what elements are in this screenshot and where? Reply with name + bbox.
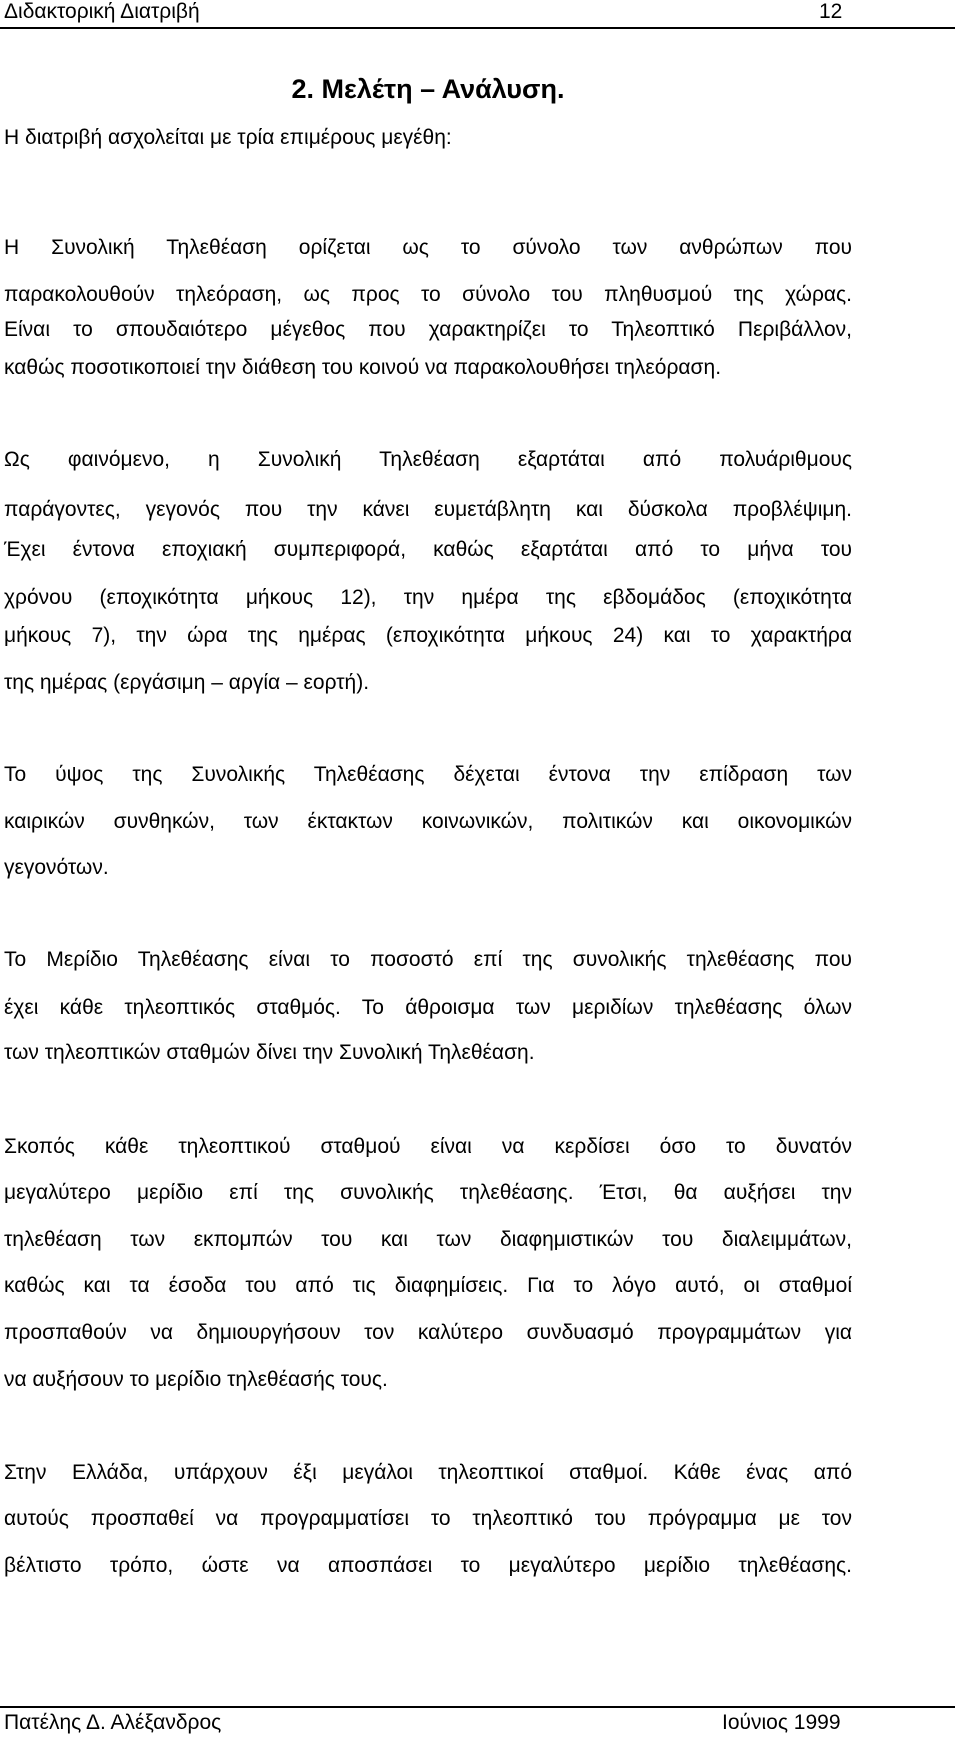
- text-line: να αυξήσουν το μερίδιο τηλεθέασής τους.: [4, 1368, 388, 1391]
- text-line: μεγαλύτερο μερίδιο επί της συνολικής τηλεθέασης. Έτσι, θα αυξήσει την: [4, 1181, 852, 1204]
- text-line: έχει κάθε τηλεοπτικός σταθμός. Το άθροισμα των μεριδίων τηλεθέασης όλων: [4, 996, 852, 1019]
- text-line: Είναι το σπουδαιότερο μέγεθος που χαρακτηρίζει το Τηλεοπτικό Περιβάλλον,: [4, 318, 852, 341]
- text-line: παράγοντες, γεγονός που την κάνει ευμετάβλητη και δύσκολα προβλέψιμη.: [4, 498, 852, 521]
- text-line: Η διατριβή ασχολείται με τρία επιμέρους μεγέθη:: [4, 126, 452, 149]
- section-title: 2. Μελέτη – Ανάλυση.: [291, 74, 565, 104]
- footer-rule: [0, 1706, 955, 1708]
- text-line: Η Συνολική Τηλεθέαση ορίζεται ως το σύνολο των ανθρώπων που: [4, 236, 852, 259]
- text-line: χρόνου (εποχικότητα μήκους 12), την ημέρα της εβδομάδος (εποχικότητα: [4, 586, 852, 609]
- text-line: Στην Ελλάδα, υπάρχουν έξι μεγάλοι τηλεοπτικοί σταθμοί. Κάθε ένας από: [4, 1461, 852, 1484]
- text-line: Σκοπός κάθε τηλεοπτικού σταθμού είναι να κερδίσει όσο το δυνατόν: [4, 1135, 852, 1158]
- text-line: Το ύψος της Συνολικής Τηλεθέασης δέχεται έντονα την επίδραση των: [4, 763, 852, 786]
- text-line: γεγονότων.: [4, 856, 109, 879]
- text-line: της ημέρας (εργάσιμη – αργία – εορτή).: [4, 671, 370, 694]
- text-line: προσπαθούν να δημιουργήσουν τον καλύτερο συνδυασμό προγραμμάτων για: [4, 1321, 852, 1344]
- text-line: παρακολουθούν τηλεόραση, ως προς το σύνολο του πληθυσμού της χώρας.: [4, 283, 852, 306]
- text-line: καθώς ποσοτικοποιεί την διάθεση του κοινού να παρακολουθήσει τηλεόραση.: [4, 356, 722, 379]
- text-line: Το Μερίδιο Τηλεθέασης είναι το ποσοστό επί της συνολικής τηλεθέασης που: [4, 948, 852, 971]
- page-number: 12: [819, 0, 843, 23]
- text-line: καθώς και τα έσοδα του από τις διαφημίσεις. Για το λόγο αυτό, οι σταθμοί: [4, 1274, 852, 1297]
- text-line: Ως φαινόμενο, η Συνολική Τηλεθέαση εξαρτάται από πολυάριθμους: [4, 448, 852, 471]
- footer-date: Ιούνιος 1999: [722, 1711, 841, 1734]
- text-line: αυτούς προσπαθεί να προγραμματίσει το τηλεοπτικό του πρόγραμμα με τον: [4, 1507, 852, 1530]
- text-line: Έχει έντονα εποχιακή συμπεριφορά, καθώς εξαρτάται από το μήνα του: [4, 538, 852, 561]
- text-line: μήκους 7), την ώρα της ημέρας (εποχικότητα μήκους 24) και το χαρακτήρα: [4, 624, 852, 647]
- header-rule: [0, 27, 955, 29]
- text-line: καιρικών συνθηκών, των έκτακτων κοινωνικών, πολιτικών και οικονομικών: [4, 810, 852, 833]
- text-line: βέλτιστο τρόπο, ώστε να αποσπάσει το μεγαλύτερο μερίδιο τηλεθέασης.: [4, 1554, 852, 1577]
- header-title: Διδακτορική Διατριβή: [4, 0, 200, 23]
- footer-author: Πατέλης Δ. Αλέξανδρος: [4, 1711, 222, 1734]
- text-line: των τηλεοπτικών σταθμών δίνει την Συνολική Τηλεθέαση.: [4, 1041, 535, 1064]
- text-line: τηλεθέαση των εκπομπών του και των διαφημιστικών του διαλειμμάτων,: [4, 1228, 852, 1251]
